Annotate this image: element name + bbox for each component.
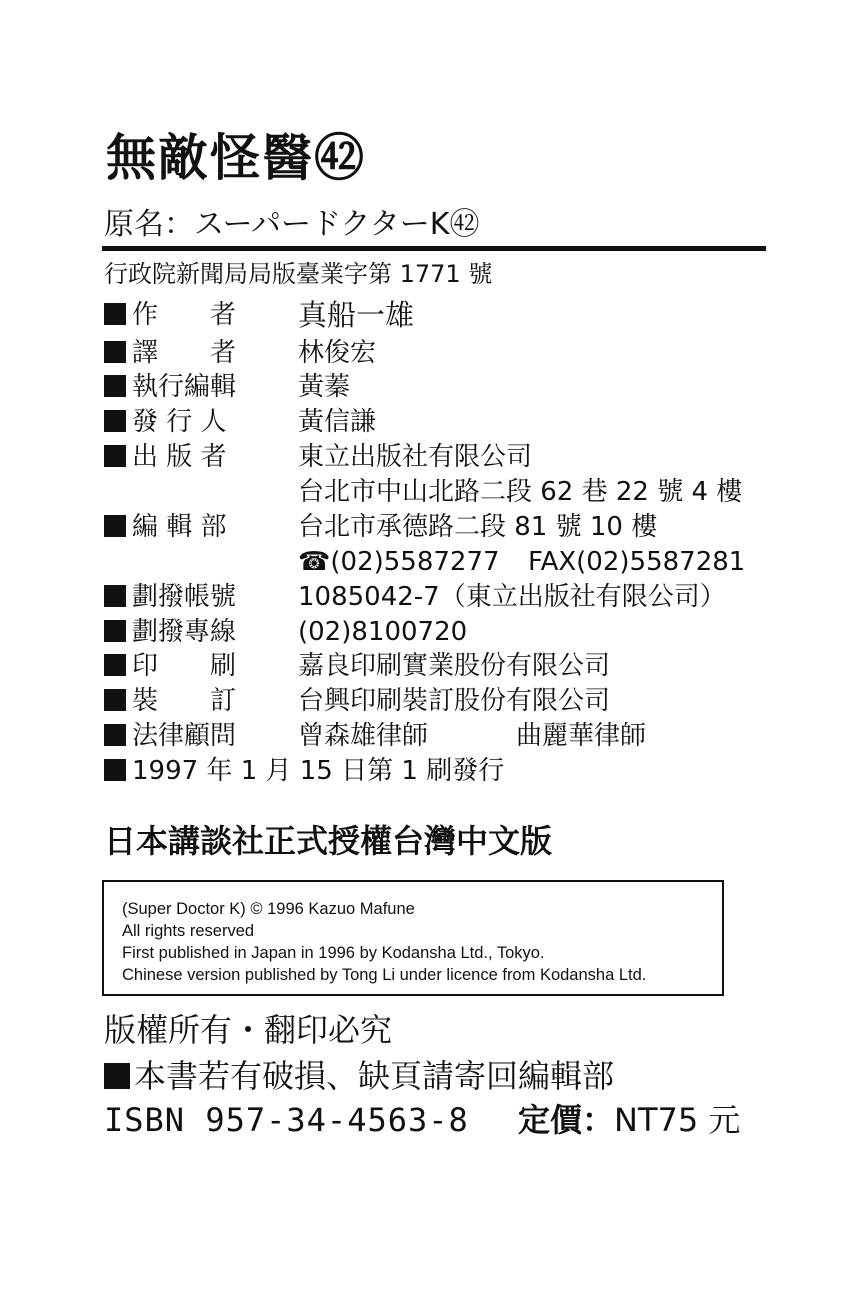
credit-value: 黃信謙 (298, 407, 377, 437)
authorization-statement: 日本講談社正式授權台灣中文版 (104, 822, 553, 860)
credit-row-publisher-person (104, 405, 377, 439)
bullet-square-icon (104, 585, 126, 607)
copyright-line: Chinese version published by Tong Li under licence from Kodansha Ltd. (122, 966, 647, 984)
credit-value: 1085042-7（東立出版社有限公司） (298, 582, 726, 612)
print-date: 1997 年 1 月 15 日第 1 刷發行 (132, 756, 505, 786)
credit-value: 曾森雄律師 (298, 721, 429, 751)
credit-value: (02)8100720 (298, 617, 468, 647)
credit-value-second: 曲麗華律師 (516, 721, 647, 751)
bullet-square-icon (104, 515, 126, 537)
bullet-square-icon (104, 654, 126, 676)
credit-label: 印 刷 (132, 651, 237, 681)
bullet-square-icon (104, 689, 126, 711)
credit-label: 法律顧問 (132, 721, 237, 751)
credit-row-legal (104, 719, 647, 753)
credit-value: 台北市承德路二段 81 號 10 樓 (298, 512, 658, 542)
bullet-square-icon (104, 445, 126, 467)
credit-value: 東立出版社有限公司 (298, 442, 533, 472)
license-number: 行政院新聞局局版臺業字第 1771 號 (104, 260, 493, 288)
credit-row-transfer-line (104, 615, 468, 649)
credit-label: 出 版 者 (132, 442, 227, 472)
credit-row-publisher (104, 440, 533, 474)
credit-value: 黃蓁 (298, 372, 351, 402)
phone-number: ☎(02)5587277 (298, 547, 500, 577)
price (518, 1098, 740, 1142)
credit-row-print-date (104, 754, 505, 788)
credit-label: 發 行 人 (132, 407, 227, 437)
isbn: ISBN 957-34-4563-8 (104, 1101, 469, 1139)
notice-text: 本書若有破損、缺頁請寄回編輯部 (134, 1057, 615, 1095)
credit-row-author (104, 298, 415, 332)
credit-row-editorial (104, 510, 658, 544)
price-value: NT75 元 (614, 1101, 741, 1139)
original-title: 原名：スーパードクターK㊷ (104, 207, 480, 242)
credit-label: 劃撥專線 (132, 617, 237, 647)
credit-label: 作 者 (132, 300, 237, 330)
credit-value: 林俊宏 (298, 338, 377, 368)
credit-label: 編 輯 部 (132, 512, 227, 542)
credit-label: 劃撥帳號 (132, 582, 237, 612)
copyright-line: All rights reserved (122, 922, 255, 940)
credit-row-transfer-account (104, 580, 726, 614)
bullet-square-icon (104, 303, 126, 325)
copyright-box (102, 880, 724, 996)
bullet-square-icon (104, 724, 126, 746)
return-notice (104, 1054, 614, 1098)
book-title: 無敵怪醫㊷ (106, 129, 366, 187)
bullet-square-icon (104, 1063, 130, 1089)
credit-value: 真船一雄 (298, 298, 415, 332)
copyright-line: First published in Japan in 1996 by Kodansha Ltd., Tokyo. (122, 944, 545, 962)
credit-row-printing (104, 649, 611, 683)
rights-reserved: 版權所有・翻印必究 (104, 1011, 393, 1049)
fax-number: FAX(02)5587281 (528, 547, 746, 577)
credit-value: 台興印刷裝訂股份有限公司 (298, 686, 611, 716)
bullet-square-icon (104, 410, 126, 432)
bullet-square-icon (104, 375, 126, 397)
credit-value: 台北市中山北路二段 62 巷 22 號 4 樓 (298, 477, 743, 507)
bullet-square-icon (104, 620, 126, 642)
credit-row-binding (104, 684, 611, 718)
bullet-square-icon (104, 341, 126, 363)
bullet-square-icon (104, 759, 126, 781)
copyright-line: (Super Doctor K) © 1996 Kazuo Mafune (122, 900, 415, 918)
credit-row-translator (104, 336, 377, 370)
price-label: 定價： (518, 1101, 615, 1139)
credit-label: 裝 訂 (132, 686, 237, 716)
credit-label: 譯 者 (132, 338, 237, 368)
credit-label: 執行編輯 (132, 372, 237, 402)
credit-row-editor (104, 370, 351, 404)
credit-value: 嘉良印刷實業股份有限公司 (298, 651, 611, 681)
divider-rule (102, 246, 766, 251)
